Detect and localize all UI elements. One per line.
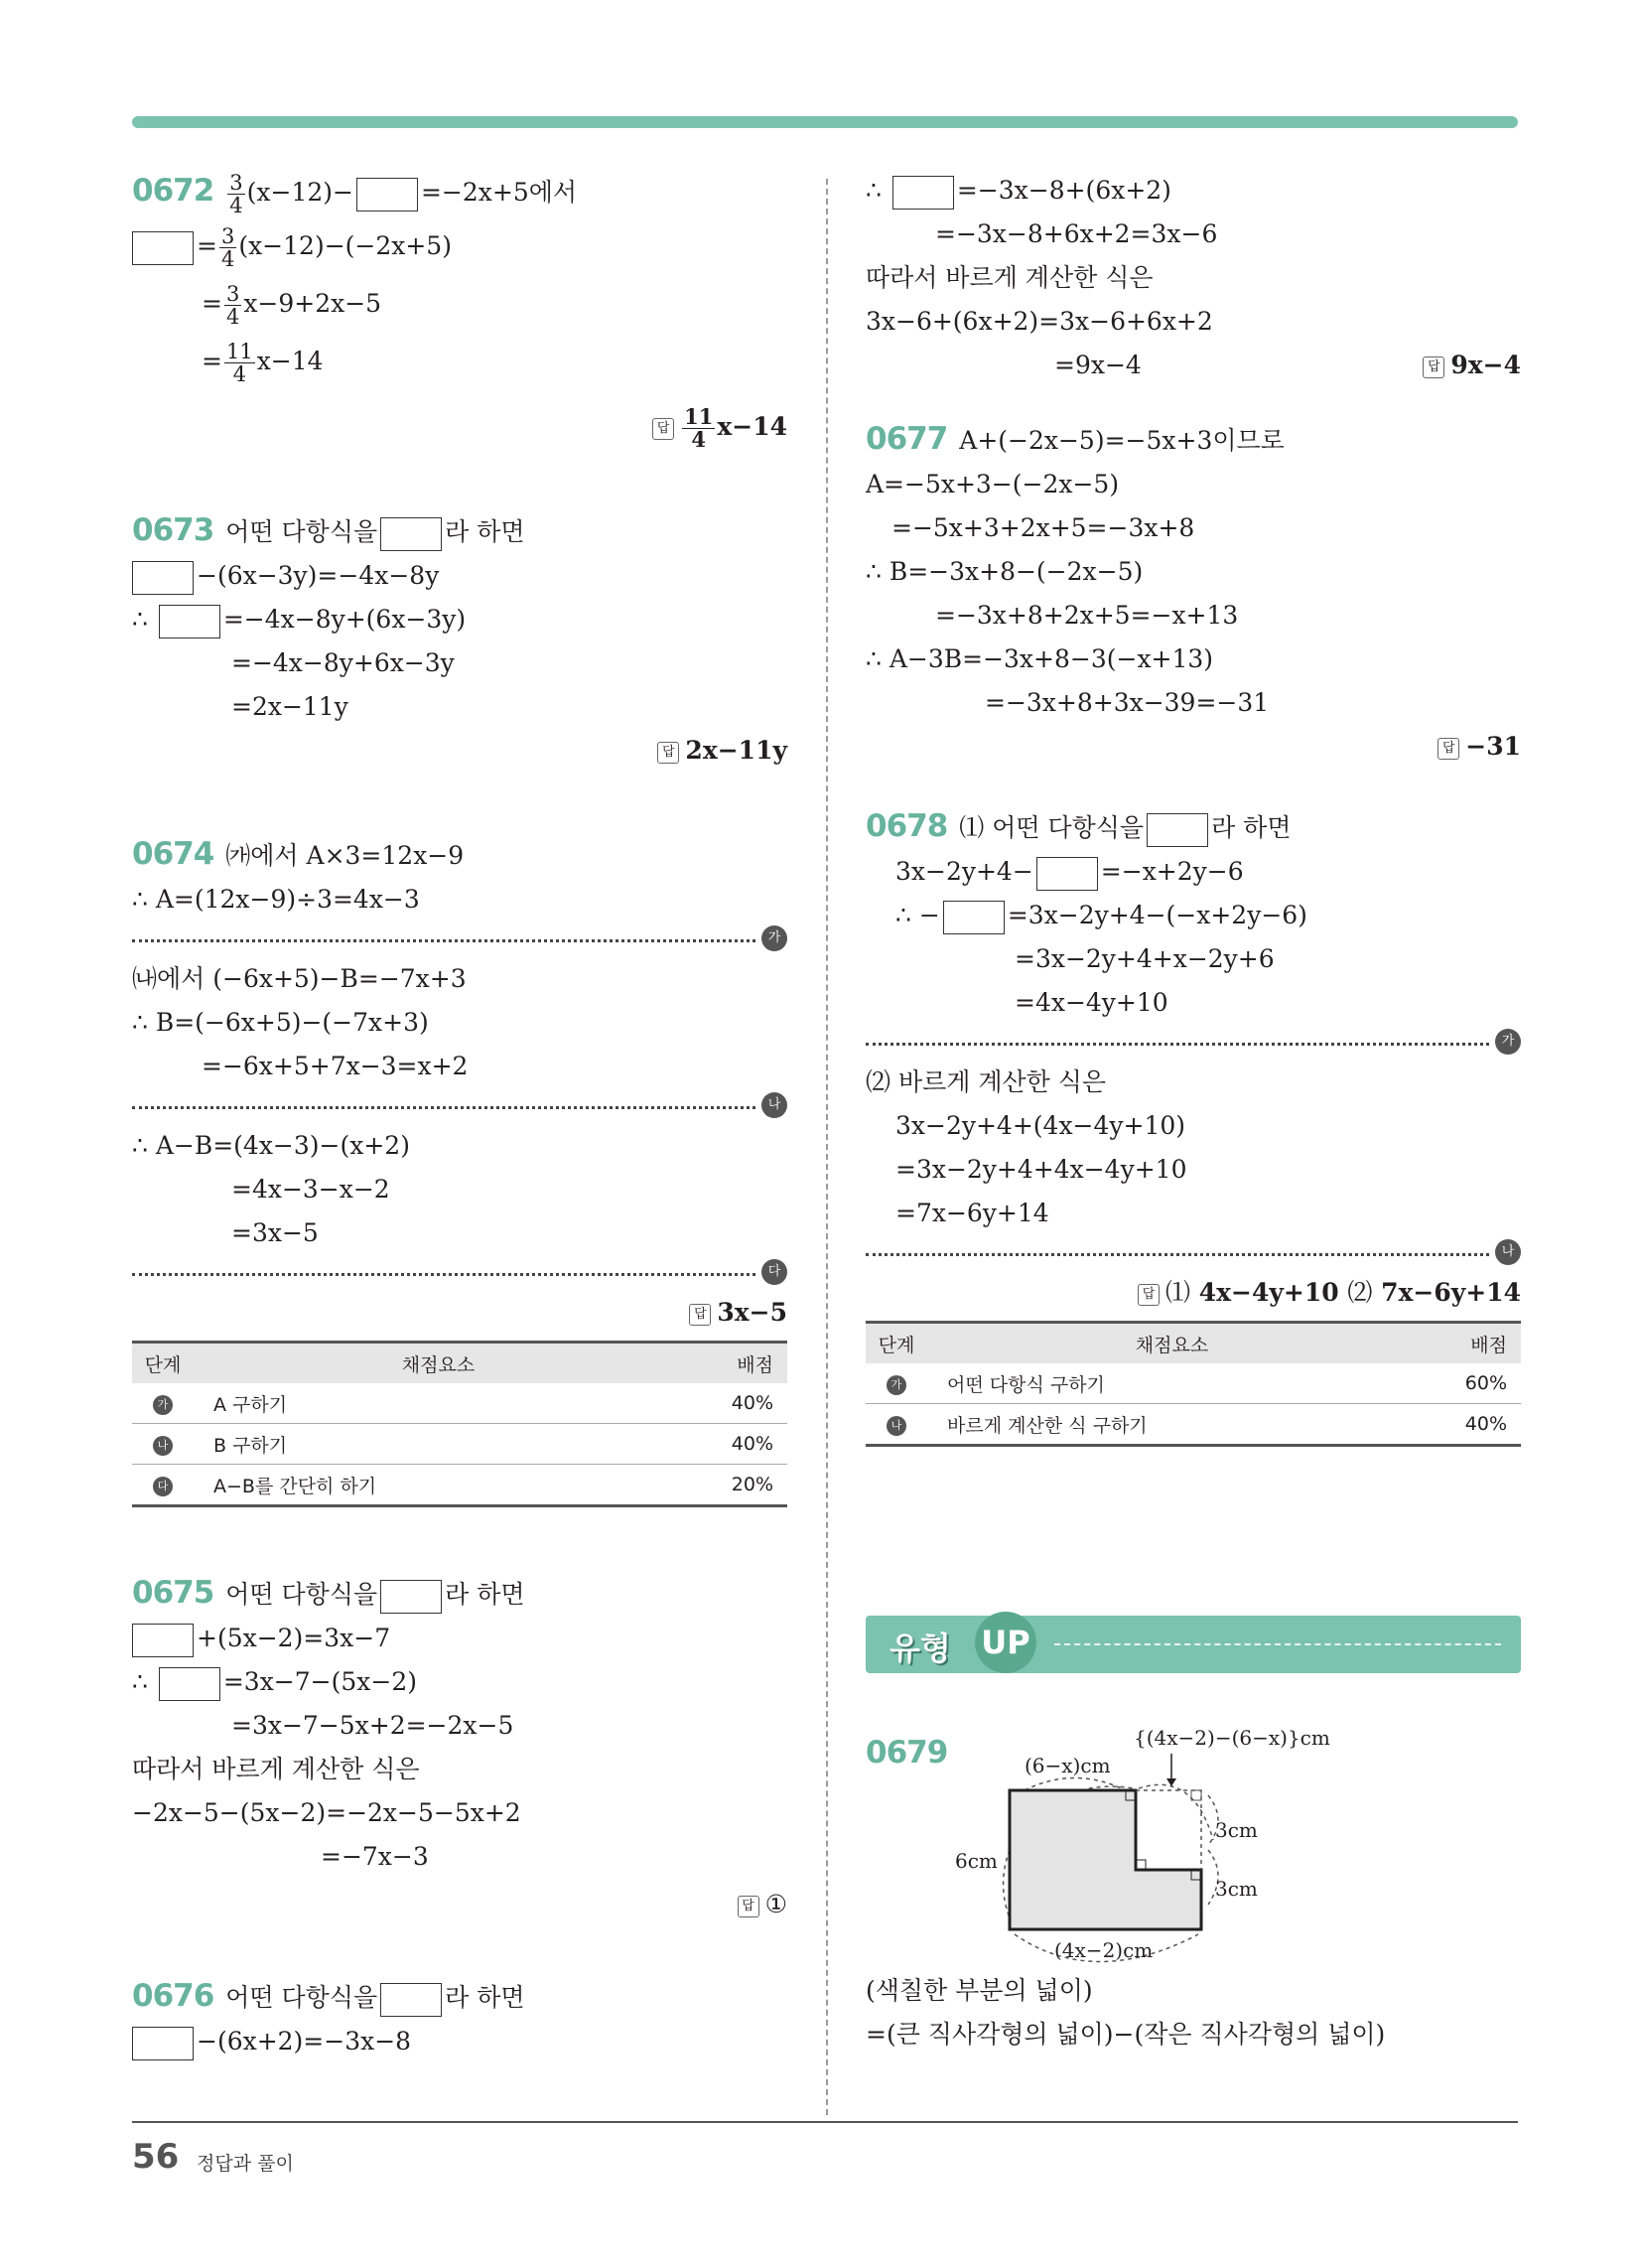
top-accent-bar [132,116,1518,128]
label-topright: {(4x−2)−(6−x)}cm [1134,1726,1330,1750]
fraction: $\frac{3}{4}$ [220,224,235,271]
area-diagram [866,1721,1382,1969]
problem-number: 0679 [866,1735,948,1771]
answer-icon: 답 [689,1304,711,1326]
line: =−3x+8+2x+5=−x+13 [935,601,1239,630]
line: 0677 A+(−2x−5)=−5x+3이므로 [866,421,1285,457]
table-row: 나 바르게 계산한 식 구하기 40% [866,1404,1521,1446]
answer: 답 ⑴ 4x−4y+10 ⑵ 7x−6y+14 [866,1271,1521,1315]
label-bottom: (4x−2)cm [1054,1938,1154,1962]
line: ∴ A=(12x−9)÷3=4x−3 [132,885,420,914]
step-marker: 나 [1495,1239,1521,1265]
line: A=−5x+3−(−2x−5) [866,470,1120,498]
line: ∴ =3x−7−(5x−2) [132,1660,787,1704]
blank-box [132,561,194,595]
line: =2x−11y [231,692,348,721]
line: ∴ A−B=(4x−3)−(x+2) [132,1131,410,1160]
expr: =−2x+5에서 [420,178,578,207]
line: =4x−3−x−2 [231,1175,390,1204]
label-left: 6cm [955,1849,998,1873]
line: = $\frac{3}{4}$ (x−12)−(−2x+5) [132,224,787,270]
line: =−4x−8y+6x−3y [231,648,455,677]
fraction: $\frac{3}{4}$ [229,171,243,217]
problem-0673 [132,508,787,773]
problem-0679 [866,1721,1521,2056]
line: = $\frac{11}{4}$ x−14 [202,340,324,386]
fraction: $\frac{3}{4}$ [225,282,240,329]
answer: 답 9x−4 [866,344,1521,387]
problem-number: 0673 [132,512,214,548]
label-right-1: 3cm [1215,1818,1258,1842]
table-row: 가 어떤 다항식 구하기 60% [866,1363,1521,1404]
type-up-banner [866,1616,1521,1673]
answer-icon: 답 [652,418,674,440]
answer: 답 3x−5 [132,1291,787,1335]
line: ∴ − =3x−2y+4−(−x+2y−6) [866,894,1521,937]
table-row: 다 A−B를 간단히 하기 20% [132,1465,787,1506]
line: =7x−6y+14 [895,1199,1049,1227]
page-label: 정답과 풀이 [197,2153,294,2175]
answer-icon: 답 [738,1896,759,1917]
step-divider [132,1255,787,1291]
line: ∴ B=−3x+8−(−2x−5) [866,557,1144,586]
line: ⑵ 바르게 계산한 식은 [866,1067,1107,1096]
answer: 답 ① [132,1883,787,1926]
problem-0672 [132,169,787,451]
blank-box [892,176,954,210]
line: 3x−2y+4+(4x−4y+10) [895,1111,1186,1140]
blank-box [1036,857,1098,891]
answer: 답 −31 [866,725,1521,769]
problem-number: 0675 [132,1575,214,1611]
figure [866,1721,1521,1969]
line: =−5x+3+2x+5=−3x+8 [891,513,1195,542]
problem-0677 [866,417,1521,769]
problem-number: 0672 [132,173,214,209]
problem-0676 [132,1974,787,2063]
step-marker: 가 [1495,1029,1521,1055]
line: 3x−6+(6x+2)=3x−6+6x+2 [866,307,1213,336]
right-column [866,169,1521,2056]
line: −(6x−3y)=−4x−8y [132,554,787,598]
label-top: (6−x)cm [1025,1754,1111,1777]
answer: 답 2x−11y [132,729,787,773]
problem-number: 0677 [866,421,948,457]
expr: (x−12)− [246,178,353,207]
line: ∴ A−3B=−3x+8−3(−x+13) [866,644,1214,673]
fraction: $\frac{11}{4}$ [225,340,253,386]
page-number: 56 [132,2137,180,2177]
left-column [132,169,787,2063]
step-divider [866,1025,1521,1061]
line: 0674 ㈎에서 A×3=12x−9 [132,836,465,872]
problem-number: 0678 [866,808,948,844]
table-row: 나 B 구하기 40% [132,1424,787,1465]
footer-rule [132,2121,1518,2123]
step-divider [132,1088,787,1124]
line: = $\frac{3}{4}$ x−9+2x−5 [202,282,382,329]
line: ∴ =−3x−8+(6x+2) [866,169,1521,213]
problem-0674 [132,832,787,1507]
line: 0675 어떤 다항식을 라 하면 [132,1571,787,1617]
line: +(5x−2)=3x−7 [132,1617,787,1660]
step-divider [132,921,787,957]
line: =3x−2y+4+x−2y+6 [1015,944,1275,973]
blank-box [380,1983,442,2017]
line: 0673 어떤 다항식을 라 하면 [132,508,787,554]
line: =4x−4y+10 [1015,988,1168,1017]
step-marker: 다 [761,1259,787,1285]
column-divider [826,179,828,2115]
answer-icon: 답 [657,742,679,764]
fraction: $\frac{11}{4}$ [684,404,714,452]
blank-box [943,901,1005,934]
label-right-2: 3cm [1215,1877,1258,1901]
blank-box [159,605,220,638]
line: (색칠한 부분의 넓이) [866,1976,1093,2005]
problem-0678 [866,804,1521,1447]
line: 3x−2y+4− =−x+2y−6 [866,850,1521,894]
banner-title: 유형 [889,1630,951,1667]
problem-0675 [132,1571,787,1926]
table-row: 가 A 구하기 40% [132,1383,787,1424]
line: −2x−5−(5x−2)=−2x−5−5x+2 [132,1798,521,1827]
problem-number: 0674 [132,836,214,872]
step-marker: 가 [761,925,787,951]
line: 0676 어떤 다항식을 라 하면 [132,1974,787,2020]
blank-box [132,231,194,265]
answer-icon: 답 [1437,738,1459,760]
line: ∴ B=(−6x+5)−(−7x+3) [132,1008,429,1037]
line: 0678 ⑴ 어떤 다항식을 라 하면 [866,804,1521,850]
line: =3x−7−5x+2=−2x−5 [231,1711,514,1740]
line: =9x−4 [1054,351,1142,379]
answer-icon: 답 [1138,1284,1160,1306]
answer-icon: 답 [1423,356,1444,378]
line: 따라서 바르게 계산한 식은 [132,1755,420,1783]
line: =3x−5 [231,1218,319,1247]
blank-box [132,2027,194,2060]
line: ∴ =−4x−8y+(6x−3y) [132,598,787,641]
line: =−3x+8+3x−39=−31 [985,688,1270,717]
line: ㈏에서 (−6x+5)−B=−7x+3 [132,964,467,993]
blank-box [159,1667,220,1701]
problem-number: 0676 [132,1978,214,2014]
grading-table: 단계 채점요소 배점 가 어떤 다항식 구하기 60% 나 바르게 계산한 식 구하기 40% [866,1321,1521,1447]
blank-box [132,1624,194,1657]
step-divider [866,1235,1521,1271]
line: =3x−2y+4+4x−4y+10 [895,1155,1187,1184]
grading-table: 단계 채점요소 배점 가 A 구하기 40% 나 B 구하기 40% 다 A−B를 간단히 하기 20% [132,1341,787,1507]
line [132,169,787,216]
step-marker: 나 [761,1092,787,1118]
answer: 답 $\frac{11}{4}$ x−14 [132,405,787,451]
line: =−3x−8+6x+2=3x−6 [935,219,1218,248]
blank-box [1147,813,1208,847]
line: =−7x−3 [321,1842,429,1871]
line: =(큰 직사각형의 넓이)−(작은 직사각형의 넓이) [866,2020,1386,2049]
blank-box [380,517,442,551]
line: =−6x+5+7x−3=x+2 [202,1052,469,1080]
banner-up-badge: UP [975,1612,1036,1673]
problem-0676-continued [866,169,1521,387]
blank-box [356,178,418,212]
line: 따라서 바르게 계산한 식은 [866,263,1154,292]
line: −(6x+2)=−3x−8 [132,2020,787,2063]
blank-box [380,1580,442,1614]
